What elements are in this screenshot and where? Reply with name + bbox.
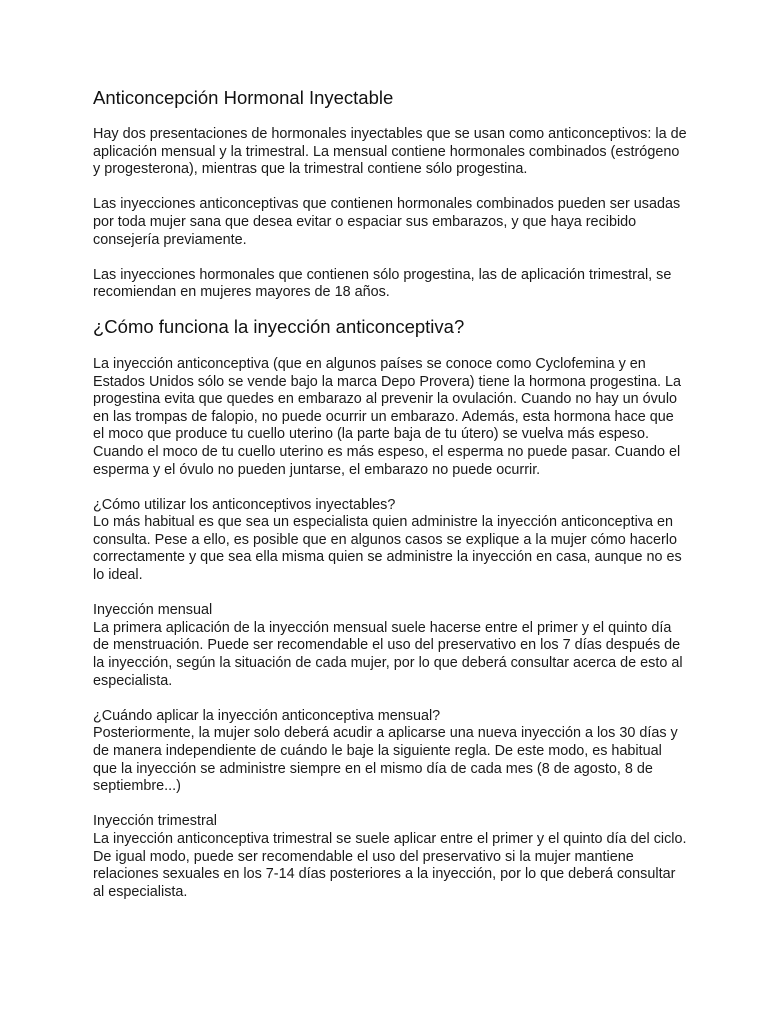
block-body: La primera aplicación de la inyección mensual suele hacerse entre el primer y el quinto día de menstruación. Puede ser recomendable el uso del preservativo en los 7 días después de la inyección, según la situación de cada mujer, por lo que deberá consultar acerca de esto al especialista. bbox=[93, 619, 683, 689]
block-heading: ¿Cuándo aplicar la inyección anticonceptiva mensual? bbox=[93, 707, 441, 724]
block-body: La inyección anticonceptiva trimestral se suele aplicar entre el primer y el quinto día del ciclo. De igual modo, puede ser recomendable el uso del preservativo si la mujer mantiene relaciones sexuales en los 7-14 días posteriores a la inyección, por lo que deberá consultar al especialista. bbox=[93, 830, 687, 900]
block-monthly-injection bbox=[93, 602, 688, 690]
intro-paragraph-2: Las inyecciones anticonceptivas que contienen hormonales combinados pueden ser usadas por toda mujer sana que desea evitar o espaciar sus embarazos, y que haya recibido consejería previamente. bbox=[93, 196, 681, 248]
block-heading: Inyección mensual bbox=[93, 602, 213, 619]
block-when-monthly bbox=[93, 708, 688, 796]
intro-paragraph-1: Hay dos presentaciones de hormonales inyectables que se usan como anticonceptivos: la de aplicación mensual y la trimestral. La mensual contiene hormonales combinados (estrógeno y progesterona), mientras que la trimestral contiene sólo progestina. bbox=[93, 126, 687, 178]
block-how-to-use bbox=[93, 497, 688, 585]
section-paragraph: La inyección anticonceptiva (que en algunos países se conoce como Cyclofemina y en Estados Unidos sólo se vende bajo la marca Depo Provera) tiene la hormona progestina. La progestina evita que quedes en embarazo al prevenir la ovulación. Cuando no hay un óvulo en las trompas de falopio, no puede ocurrir un embarazo. Además, esta hormona hace que el moco que produce tu cuello uterino (la parte baja de tu útero) se vuelva más espeso. Cuando el moco de tu cuello uterino es más espeso, el esperma no puede pasar. Cuando el esperma y el óvulo no pueden juntarse, el embarazo no puede ocurrir. bbox=[93, 355, 681, 478]
block-body: Lo más habitual es que sea un especialista quien administre la inyección anticonceptiva en consulta. Pese a ello, es posible que en algunos casos se explique a la mujer cómo hacerlo correctamente y que sea ella misma quien se administre la inyección en casa, aunque no es lo ideal. bbox=[93, 514, 682, 584]
block-quarterly-injection bbox=[93, 813, 688, 901]
block-heading: Inyección trimestral bbox=[93, 813, 217, 830]
intro-paragraph-3: Las inyecciones hormonales que contienen sólo progestina, las de aplicación trimestral, se recomiendan en mujeres mayores de 18 años. bbox=[93, 266, 672, 301]
block-heading: ¿Cómo utilizar los anticonceptivos inyectables? bbox=[93, 496, 396, 513]
block-body: Posteriormente, la mujer solo deberá acudir a aplicarse una nueva inyección a los 30 días y de manera independiente de cuándo le baje la siguiente regla. De este modo, es habitual que la inyección se administre siempre en el mismo día de cada mes (8 de agosto, 8 de septiembre...) bbox=[93, 725, 678, 795]
section-heading: ¿Cómo funciona la inyección anticonceptiva? bbox=[93, 315, 465, 337]
document-title: Anticoncepción Hormonal Inyectable bbox=[93, 87, 394, 108]
